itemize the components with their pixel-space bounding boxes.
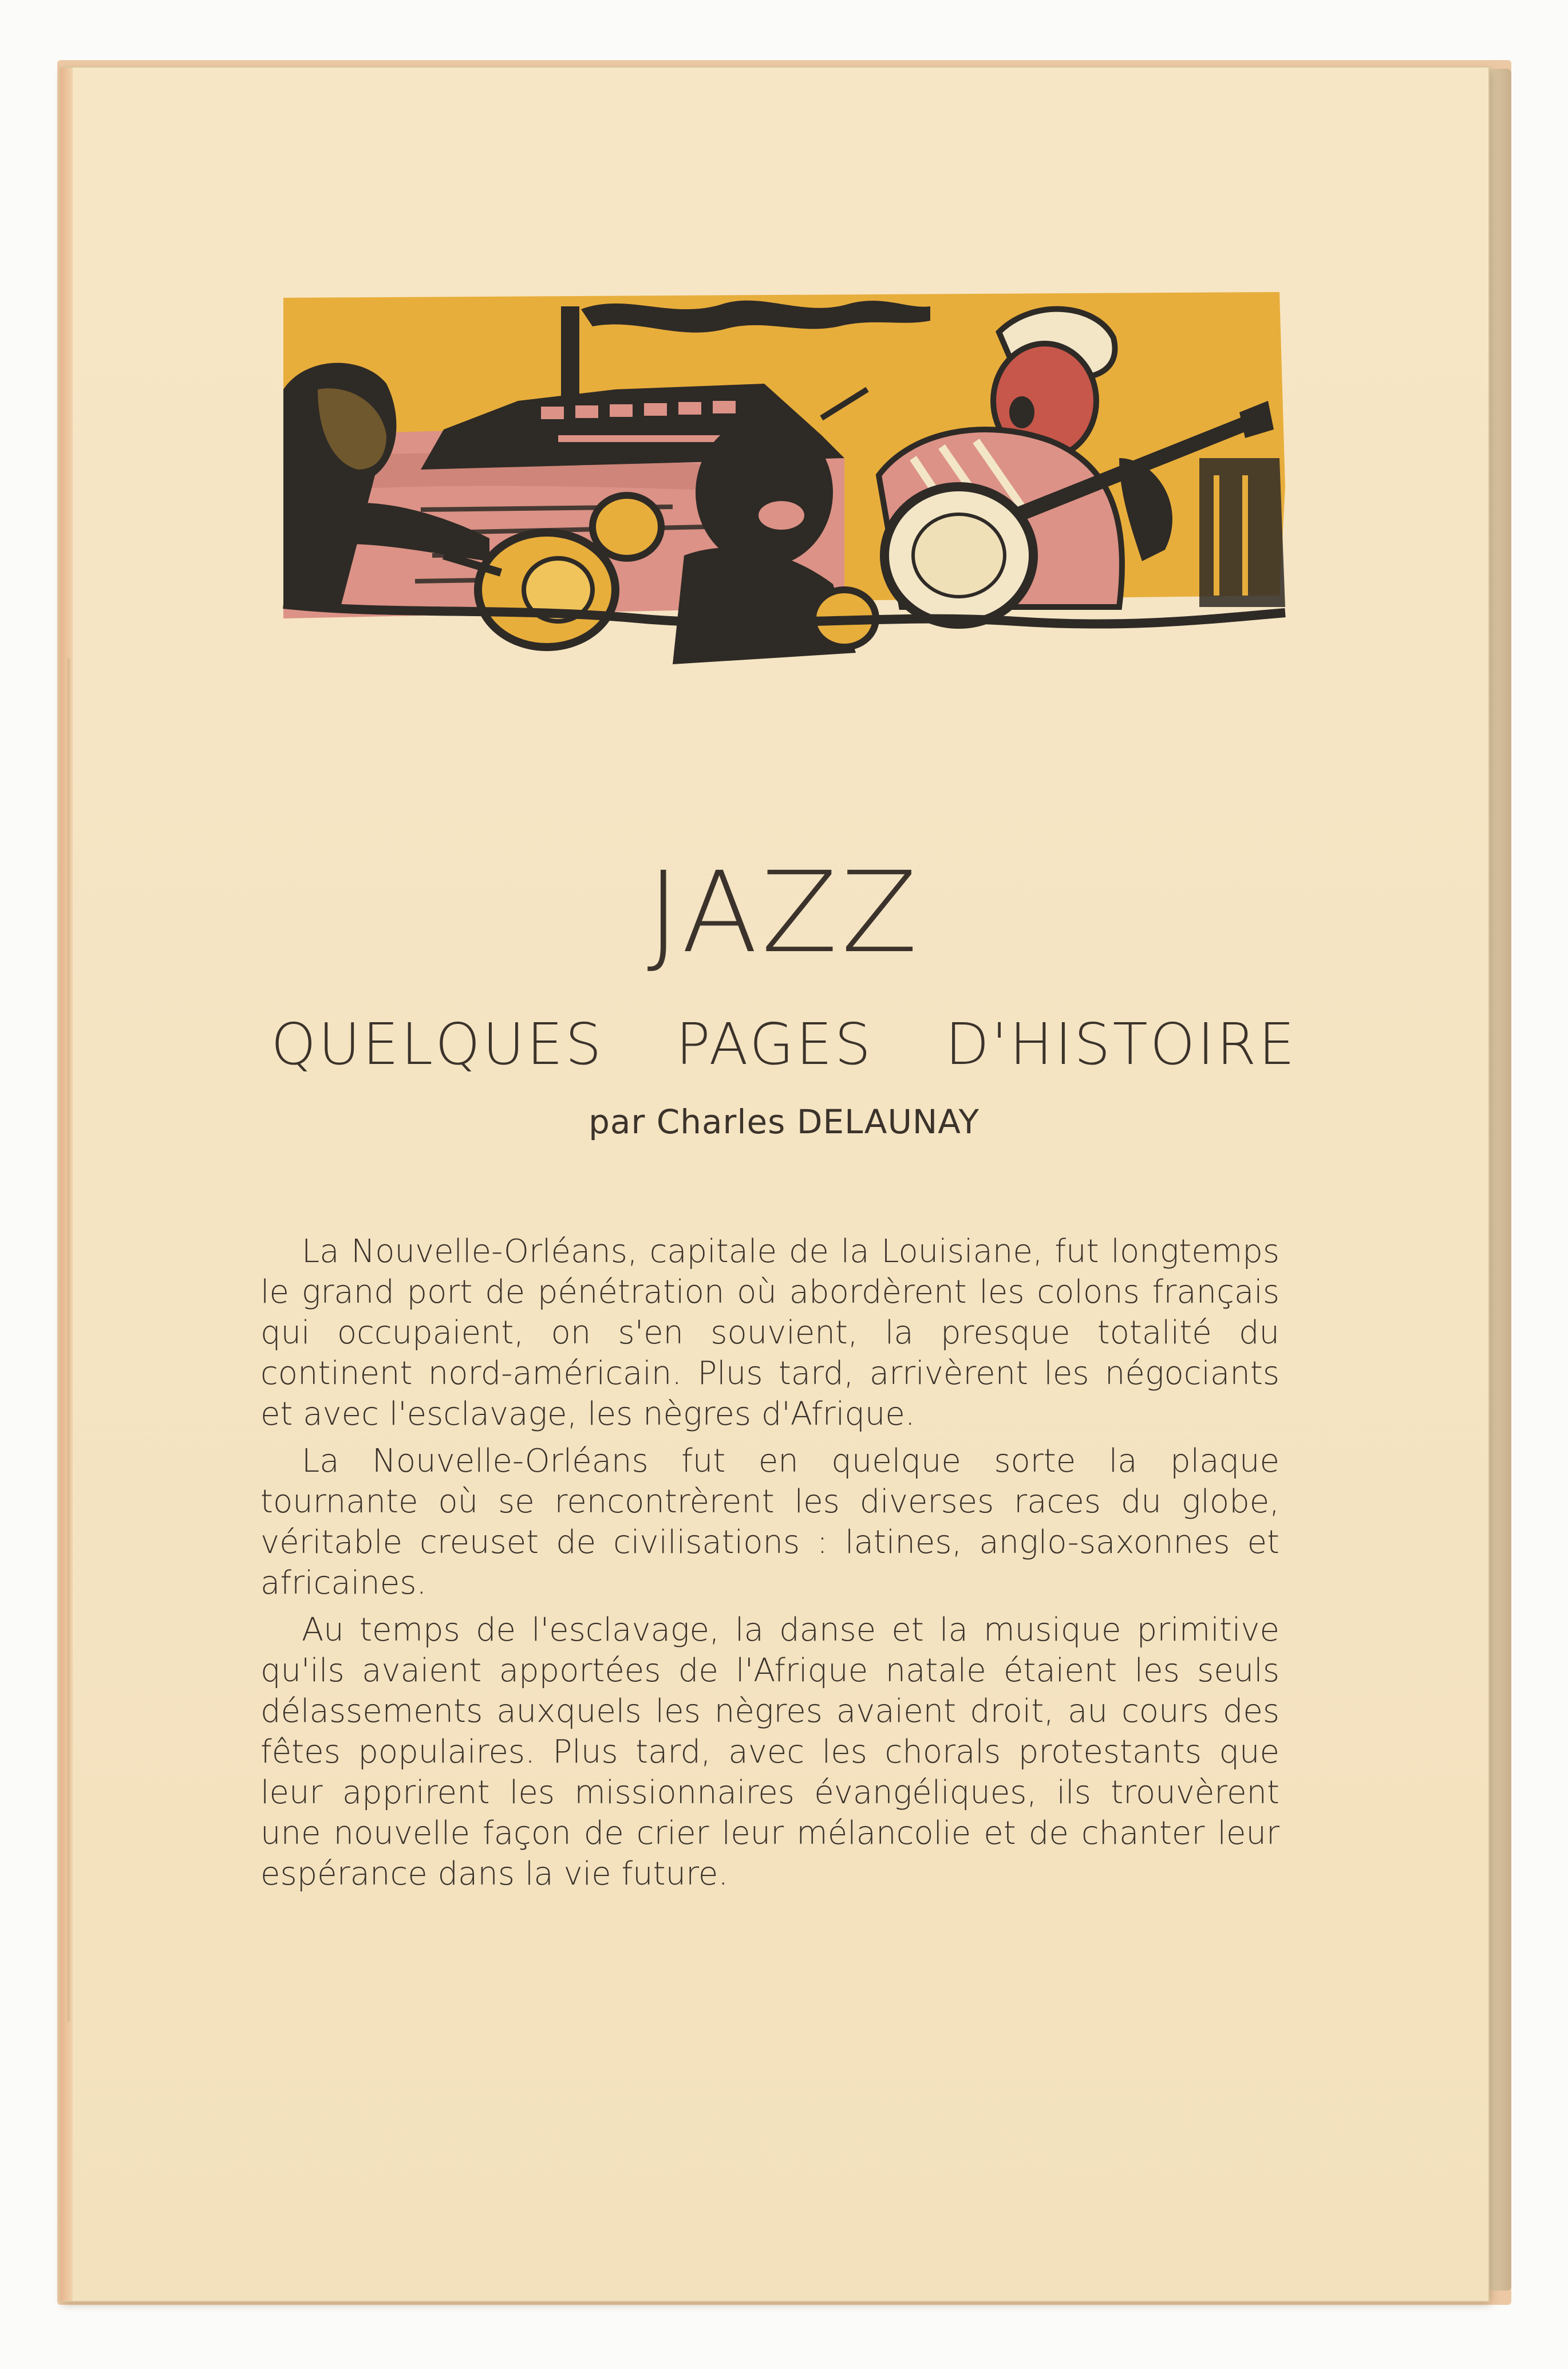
page-title: JAZZ bbox=[647, 848, 921, 977]
paragraph: La Nouvelle-Orléans fut en quelque sorte la plaque tournante où se rencontrèrent les diverses races du globe, véritable creuset de civilisations : latines, anglo-saxonnes et africaines. bbox=[260, 1442, 1279, 1602]
page-subtitle: QUELQUES PAGES D'HISTOIRE bbox=[271, 1011, 1297, 1078]
article-body bbox=[260, 1231, 1279, 1901]
author-byline: par Charles DELAUNAY bbox=[589, 1102, 979, 1141]
paragraph: La Nouvelle-Orléans, capitale de la Louisiane, fut longtemps le grand port de pénétration où abordèrent les colons français qui occupaient, on s'en souvient, la presque totalité du continent nord-américain. Plus tard, arrivèrent les négociants et avec l'esclavage, les nègres d'Afrique. bbox=[260, 1233, 1279, 1433]
paragraph: Au temps de l'esclavage, la danse et la musique primitive qu'ils avaient apportées de l'Afrique natale étaient les seuls délassements auxquels les nègres avaient droit, au cours des fêtes populaires. Plus tard, avec les chorals protestants que leur apprirent les missionnaires évangéliques, ils trouvèrent une nouvelle façon de crier leur mélancolie et de chanter leur espérance dans la vie future. bbox=[260, 1611, 1279, 1893]
jazz-woodcut-illustration bbox=[272, 286, 1297, 790]
